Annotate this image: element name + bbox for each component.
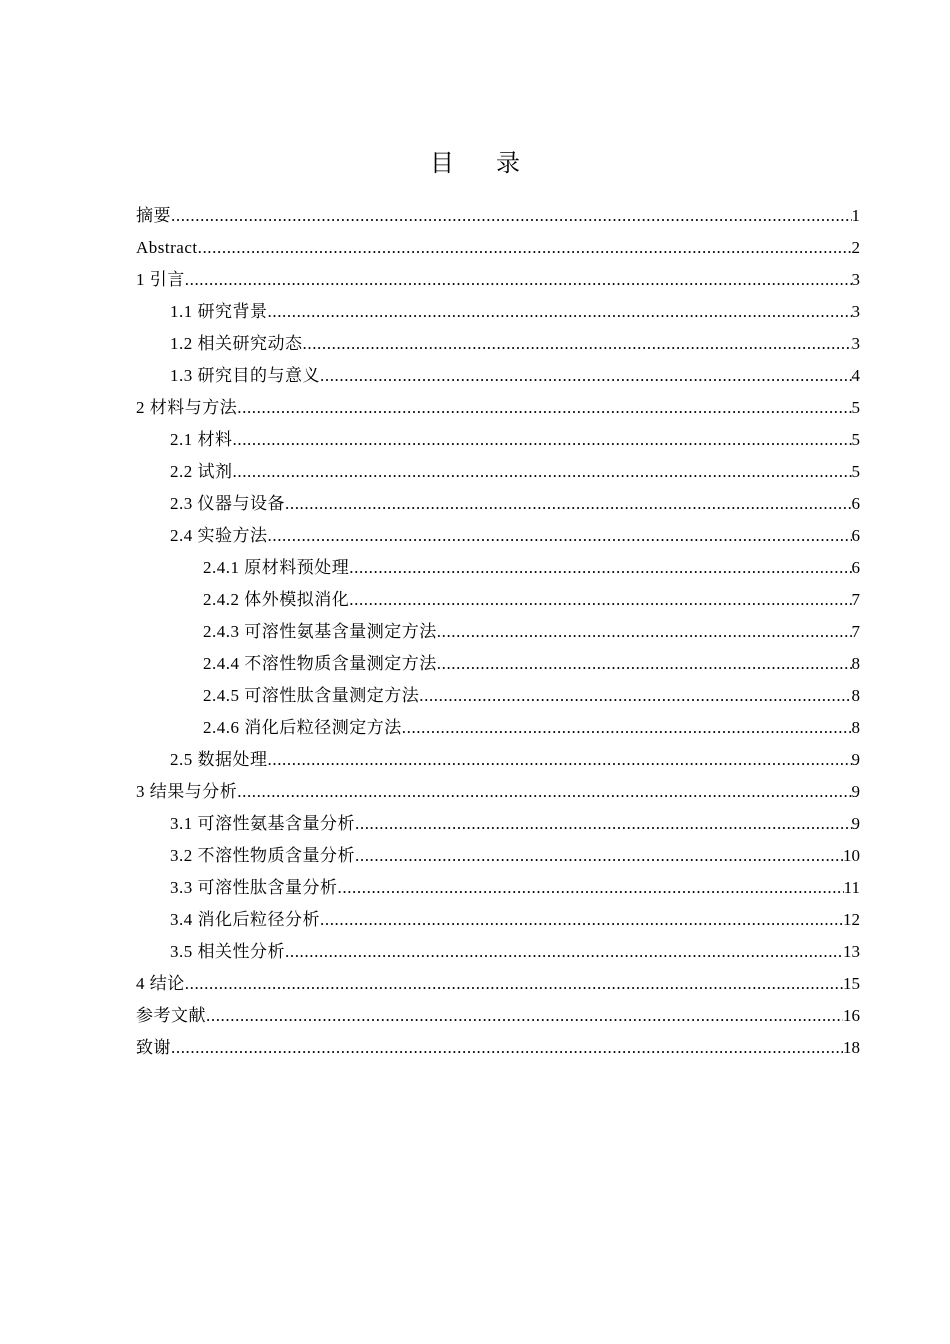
toc-entry[interactable] [136, 936, 860, 968]
toc-entry-title: 3.2 不溶性物质含量分析 [170, 846, 355, 865]
toc-entry-title: 2.4.6 消化后粒径测定方法 [203, 718, 402, 737]
toc-entry[interactable] [136, 456, 860, 488]
toc-entry-title: 3.1 可溶性氨基含量分析 [170, 814, 355, 833]
toc-entry-title: 2.4.5 可溶性肽含量测定方法 [203, 686, 420, 705]
toc-dot-leader [349, 584, 851, 616]
toc-dot-leader [268, 296, 852, 328]
toc-page-number: 13 [843, 942, 860, 961]
toc-entry-title: 2.4.3 可溶性氨基含量测定方法 [203, 622, 437, 641]
toc-dot-leader [198, 232, 852, 264]
toc-page-number: 9 [851, 782, 860, 801]
toc-dot-leader [320, 360, 852, 392]
toc-entry[interactable] [136, 648, 860, 680]
toc-page-number: 9 [851, 750, 860, 769]
toc-entry-title: 2.4 实验方法 [170, 526, 268, 545]
toc-entry-title: 1.1 研究背景 [170, 302, 268, 321]
toc-entry-title: 1.2 相关研究动态 [170, 334, 303, 353]
toc-entry[interactable] [136, 1000, 860, 1032]
toc-dot-leader [320, 904, 843, 936]
toc-entry[interactable] [136, 616, 860, 648]
toc-page-number: 3 [851, 302, 860, 321]
toc-page-number: 6 [851, 494, 860, 513]
toc-dot-leader [285, 936, 843, 968]
toc-entry[interactable] [136, 680, 860, 712]
table-of-contents [136, 200, 860, 1064]
toc-entry-title: 2.4.1 原材料预处理 [203, 558, 350, 577]
toc-dot-leader [338, 872, 844, 904]
toc-page-number: 7 [851, 622, 860, 641]
toc-page-number: 10 [843, 846, 860, 865]
toc-dot-leader [233, 424, 852, 456]
toc-page-number: 3 [851, 270, 860, 289]
toc-dot-leader [171, 200, 852, 232]
toc-dot-leader [237, 392, 851, 424]
toc-entry-title: 2.1 材料 [170, 430, 233, 449]
toc-entry[interactable] [136, 1032, 860, 1064]
toc-entry-title: 3.5 相关性分析 [170, 942, 285, 961]
toc-entry[interactable] [136, 872, 860, 904]
toc-dot-leader [171, 1032, 843, 1064]
toc-page-number: 12 [843, 910, 860, 929]
toc-entry-title: Abstract [136, 238, 198, 257]
toc-entry-title: 2.2 试剂 [170, 462, 233, 481]
toc-entry[interactable] [136, 968, 860, 1000]
toc-entry[interactable] [136, 840, 860, 872]
toc-entry-title: 1 引言 [136, 270, 185, 289]
toc-entry-title: 参考文献 [136, 1006, 206, 1025]
toc-page-number: 16 [843, 1006, 860, 1025]
toc-page-number: 5 [851, 398, 860, 417]
toc-entry[interactable] [136, 552, 860, 584]
toc-entry-title: 2.4.2 体外模拟消化 [203, 590, 350, 609]
toc-page-number: 3 [851, 334, 860, 353]
toc-entry[interactable] [136, 584, 860, 616]
toc-entry-title: 2 材料与方法 [136, 398, 238, 417]
toc-entry-title: 3 结果与分析 [136, 782, 238, 801]
toc-entry[interactable] [136, 360, 860, 392]
toc-dot-leader [206, 1000, 843, 1032]
toc-page-number: 9 [851, 814, 860, 833]
toc-entry[interactable] [136, 392, 860, 424]
toc-page-number: 2 [851, 238, 860, 257]
toc-entry[interactable] [136, 488, 860, 520]
toc-page-number: 8 [851, 654, 860, 673]
toc-page-number: 11 [843, 878, 860, 897]
toc-entry[interactable] [136, 296, 860, 328]
toc-entry[interactable] [136, 328, 860, 360]
toc-entry[interactable] [136, 520, 860, 552]
toc-entry-title: 2.3 仪器与设备 [170, 494, 285, 513]
toc-entry-title: 致谢 [136, 1038, 171, 1057]
toc-dot-leader [437, 648, 852, 680]
toc-page-number: 1 [851, 206, 860, 225]
toc-dot-leader [285, 488, 852, 520]
toc-dot-leader [268, 520, 852, 552]
toc-page-number: 18 [843, 1038, 860, 1057]
toc-title: 目录 [430, 149, 562, 177]
toc-dot-leader [355, 840, 843, 872]
toc-dot-leader [268, 744, 852, 776]
toc-entry[interactable] [136, 232, 860, 264]
toc-entry[interactable] [136, 264, 860, 296]
toc-entry-title: 1.3 研究目的与意义 [170, 366, 320, 385]
toc-entry-title: 3.4 消化后粒径分析 [170, 910, 320, 929]
toc-entry-title: 2.5 数据处理 [170, 750, 268, 769]
toc-entry[interactable] [136, 808, 860, 840]
toc-dot-leader [185, 968, 843, 1000]
toc-page-number: 6 [851, 558, 860, 577]
toc-page-number: 4 [851, 366, 860, 385]
toc-page-number: 7 [851, 590, 860, 609]
toc-page-number: 15 [843, 974, 860, 993]
toc-page-number: 5 [851, 462, 860, 481]
toc-dot-leader [233, 456, 852, 488]
toc-page-number: 5 [851, 430, 860, 449]
toc-dot-leader [303, 328, 852, 360]
toc-dot-leader [237, 776, 851, 808]
toc-dot-leader [402, 712, 852, 744]
toc-entry[interactable] [136, 776, 860, 808]
toc-entry[interactable] [136, 712, 860, 744]
toc-entry-title: 3.3 可溶性肽含量分析 [170, 878, 338, 897]
toc-page-number: 8 [851, 686, 860, 705]
toc-dot-leader [437, 616, 852, 648]
toc-page-number: 6 [851, 526, 860, 545]
toc-entry[interactable] [136, 424, 860, 456]
toc-dot-leader [349, 552, 851, 584]
toc-dot-leader [355, 808, 852, 840]
toc-entry[interactable] [136, 200, 860, 232]
toc-entry[interactable] [136, 904, 860, 936]
toc-page-number: 8 [851, 718, 860, 737]
toc-entry-title: 4 结论 [136, 974, 185, 993]
toc-entry[interactable] [136, 744, 860, 776]
toc-dot-leader [185, 264, 852, 296]
toc-dot-leader [419, 680, 851, 712]
toc-entry-title: 2.4.4 不溶性物质含量测定方法 [203, 654, 437, 673]
toc-entry-title: 摘要 [136, 206, 171, 225]
